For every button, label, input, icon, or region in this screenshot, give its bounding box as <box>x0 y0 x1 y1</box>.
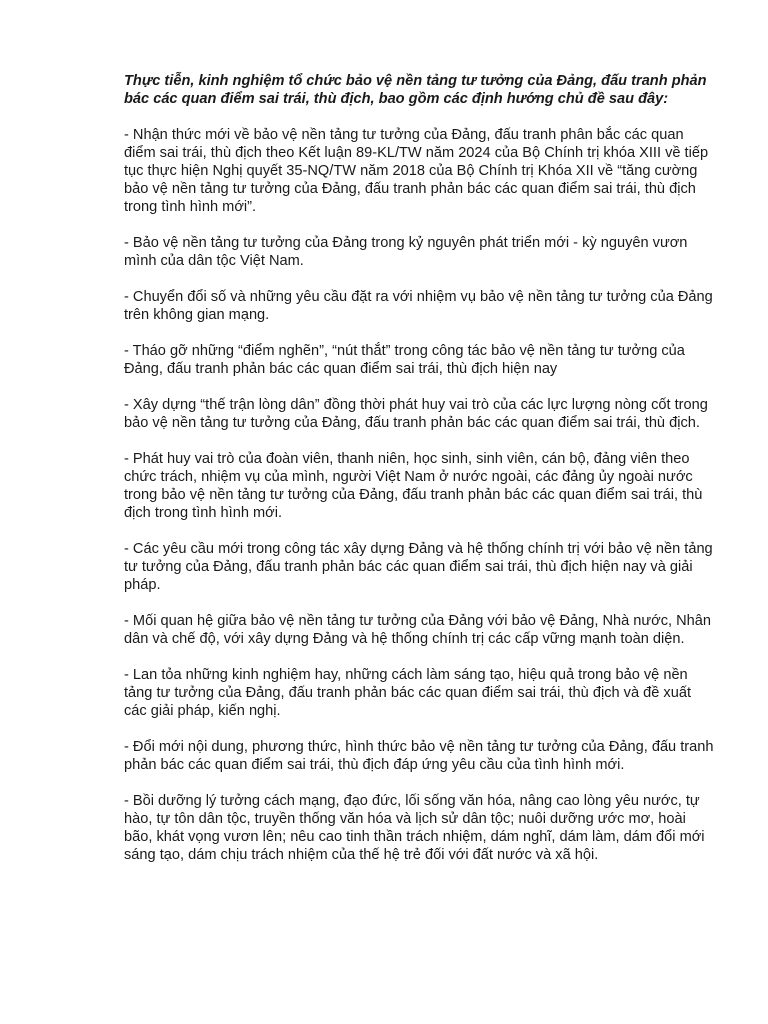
document-page <box>124 72 716 882</box>
topic-item: - Bảo vệ nền tảng tư tưởng của Đảng trong kỷ nguyên phát triển mới - kỳ nguyên vươn mình của dân tộc Việt Nam. <box>124 235 688 269</box>
topic-item: - Đổi mới nội dung, phương thức, hình thức bảo vệ nền tảng tư tưởng của Đảng, đấu tranh phản bác các quan điểm sai trái, thù địch đáp ứng yêu cầu của tình hình mới. <box>124 739 714 773</box>
topic-item: - Phát huy vai trò của đoàn viên, thanh niên, học sinh, sinh viên, cán bộ, đảng viên theo chức trách, nhiệm vụ của mình, người Việt Nam ở nước ngoài, các đảng ủy ngoài nước trong bảo vệ nền tảng tư tưởng của Đảng, đấu tranh phản bác các quan điểm sai trái, thù địch trong tình hình mới. <box>124 451 703 521</box>
topic-item: - Nhận thức mới về bảo vệ nền tảng tư tưởng của Đảng, đấu tranh phân bắc các quan điểm sai trái, thù địch theo Kết luận 89-KL/TW năm 2024 của Bộ Chính trị khóa XIII về tiếp tục thực hiện Nghị quyết 35-NQ/TW năm 2018 của Bộ Chính trị Khóa XII về “tăng cường bảo vệ nền tảng tư tưởng của Đảng, đấu tranh phản bác các quan điểm sai trái, thù địch trong tình hình mới”. <box>124 127 709 215</box>
topic-item: - Xây dựng “thế trận lòng dân” đồng thời phát huy vai trò của các lực lượng nòng cốt trong bảo vệ nền tảng tư tưởng của Đảng, đấu tranh phản bác các quan điểm sai trái, thù địch. <box>124 397 708 431</box>
topic-item: - Lan tỏa những kinh nghiệm hay, những cách làm sáng tạo, hiệu quả trong bảo vệ nền tảng tư tưởng của Đảng, đấu tranh phản bác các quan điểm sai trái, thù địch và đề xuất các giải pháp, kiến nghị. <box>124 667 691 719</box>
topic-item: - Mối quan hệ giữa bảo vệ nền tảng tư tưởng của Đảng với bảo vệ Đảng, Nhà nước, Nhân dân và chế độ, với xây dựng Đảng và hệ thống chính trị các cấp vững mạnh toàn diện. <box>124 613 712 647</box>
topic-item: - Chuyển đổi số và những yêu cầu đặt ra với nhiệm vụ bảo vệ nền tảng tư tưởng của Đảng trên không gian mạng. <box>124 289 713 323</box>
topic-item: - Các yêu cầu mới trong công tác xây dựng Đảng và hệ thống chính trị với bảo vệ nền tảng tư tưởng của Đảng, đấu tranh phản bác các quan điểm sai trái, thù địch hiện nay và giải pháp. <box>124 541 713 593</box>
topic-item: - Tháo gỡ những “điểm nghẽn”, “nút thắt” trong công tác bảo vệ nền tảng tư tưởng của Đảng, đấu tranh phản bác các quan điểm sai trái, thù địch hiện nay <box>124 343 685 377</box>
topic-item: - Bồi dưỡng lý tưởng cách mạng, đạo đức, lối sống văn hóa, nâng cao lòng yêu nước, tự hào, tự tôn dân tộc, truyền thống văn hóa và lịch sử dân tộc; nuôi dưỡng ước mơ, hoài bão, khát vọng vươn lên; nêu cao tinh thần trách nhiệm, dám nghĩ, dám làm, dám đổi mới sáng tạo, dám chịu trách nhiệm của thế hệ trẻ đối với đất nước và xã hội. <box>124 793 705 863</box>
document-heading: Thực tiễn, kinh nghiệm tổ chức bảo vệ nền tảng tư tưởng của Đảng, đấu tranh phản bác các quan điểm sai trái, thù địch, bao gồm các định hướng chủ đề sau đây: <box>124 73 707 107</box>
